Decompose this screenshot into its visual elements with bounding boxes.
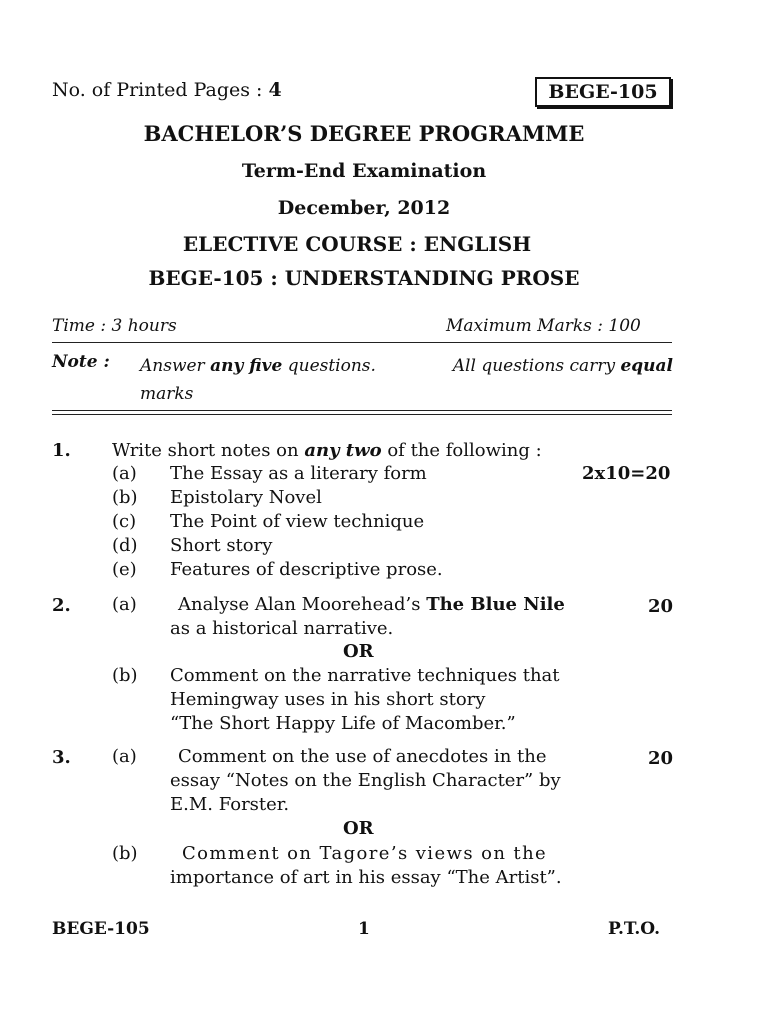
- q1-stem-part: Write short notes on: [112, 440, 305, 461]
- q3-number: 3.: [52, 747, 71, 768]
- q3-marks: 20: [648, 748, 674, 769]
- q1-item-text: Epistolary Novel: [170, 487, 322, 508]
- time-allowed: Time : 3 hours: [52, 316, 177, 336]
- footer-code: BEGE-105: [52, 919, 150, 939]
- printed-pages-label: No. of Printed Pages :: [52, 79, 269, 101]
- q2-a-line2: as a historical narrative.: [170, 618, 394, 639]
- note-emphasis: equal: [620, 356, 673, 376]
- q1-item-label: (d): [112, 535, 138, 556]
- note-emphasis: any five: [210, 356, 283, 376]
- q1-item-label: (b): [112, 487, 138, 508]
- q1-stem: [112, 439, 542, 463]
- q1-stem-part: of the following :: [381, 440, 542, 461]
- q2-a-line1: [178, 594, 565, 615]
- note-line-2: marks: [140, 384, 194, 404]
- programme-title: BACHELOR’S DEGREE PROGRAMME: [143, 121, 585, 146]
- q1-marks: 2x10=20: [582, 463, 671, 484]
- exam-date: December, 2012: [277, 197, 451, 219]
- q3-b-label: (b): [112, 843, 138, 864]
- note-text: [140, 352, 673, 408]
- q1-number: 1.: [52, 440, 71, 461]
- divider: [52, 342, 672, 343]
- printed-pages-value: 4: [268, 79, 282, 101]
- q3-b-line2: importance of art in his essay “The Artist”.: [170, 867, 562, 888]
- double-divider-top: [52, 410, 672, 411]
- q1-item-text: The Essay as a literary form: [170, 463, 427, 484]
- q2-b-label: (b): [112, 665, 138, 686]
- q1-item-text: Short story: [170, 535, 273, 556]
- footer-pto: P.T.O.: [608, 919, 660, 939]
- note-label: Note :: [52, 352, 110, 372]
- q2-b-line2: Hemingway uses in his short story: [170, 689, 486, 710]
- q1-item-label: (e): [112, 559, 137, 580]
- q3-a-label: (a): [112, 746, 137, 767]
- q3-a-line2: essay “Notes on the English Character” by: [170, 770, 561, 791]
- maximum-marks: Maximum Marks : 100: [446, 316, 641, 336]
- paper-code-box: BEGE-105: [535, 77, 671, 107]
- q2-a-label: (a): [112, 594, 137, 615]
- q2-marks: 20: [648, 596, 674, 617]
- double-divider-bottom: [52, 414, 672, 415]
- exam-title: Term-End Examination: [241, 160, 487, 182]
- q2-b-line1: Comment on the narrative techniques that: [170, 665, 560, 686]
- q1-stem-emphasis: any two: [304, 440, 382, 461]
- footer-page-number: 1: [358, 919, 370, 939]
- paper-title: BEGE-105 : UNDERSTANDING PROSE: [148, 266, 580, 290]
- q2-number: 2.: [52, 595, 71, 616]
- q1-item-text: Features of descriptive prose.: [170, 559, 443, 580]
- q3-b-line1: Comment on Tagore’s views on the: [182, 843, 548, 864]
- note-part: questions.: [282, 356, 376, 376]
- note-line-1: [140, 352, 673, 380]
- q3-a-line1: Comment on the use of anecdotes in the: [178, 746, 547, 767]
- q1-item-label: (c): [112, 511, 137, 532]
- q3-a-line3: E.M. Forster.: [170, 794, 290, 815]
- q3-or: OR: [343, 818, 374, 839]
- q2-a-title: The Blue Nile: [426, 594, 565, 615]
- q2-or: OR: [343, 641, 374, 662]
- serial-number: [8, 128, 38, 248]
- q1-item-text: The Point of view technique: [170, 511, 425, 532]
- q1-item-label: (a): [112, 463, 137, 484]
- q2-b-line3: “The Short Happy Life of Macomber.”: [170, 713, 516, 734]
- q2-a-text: Analyse Alan Moorehead’s: [178, 594, 427, 615]
- course-title: ELECTIVE COURSE : ENGLISH: [182, 232, 532, 256]
- note-part: All questions carry: [452, 356, 621, 376]
- printed-pages: [52, 79, 282, 101]
- note-part: Answer: [140, 356, 211, 376]
